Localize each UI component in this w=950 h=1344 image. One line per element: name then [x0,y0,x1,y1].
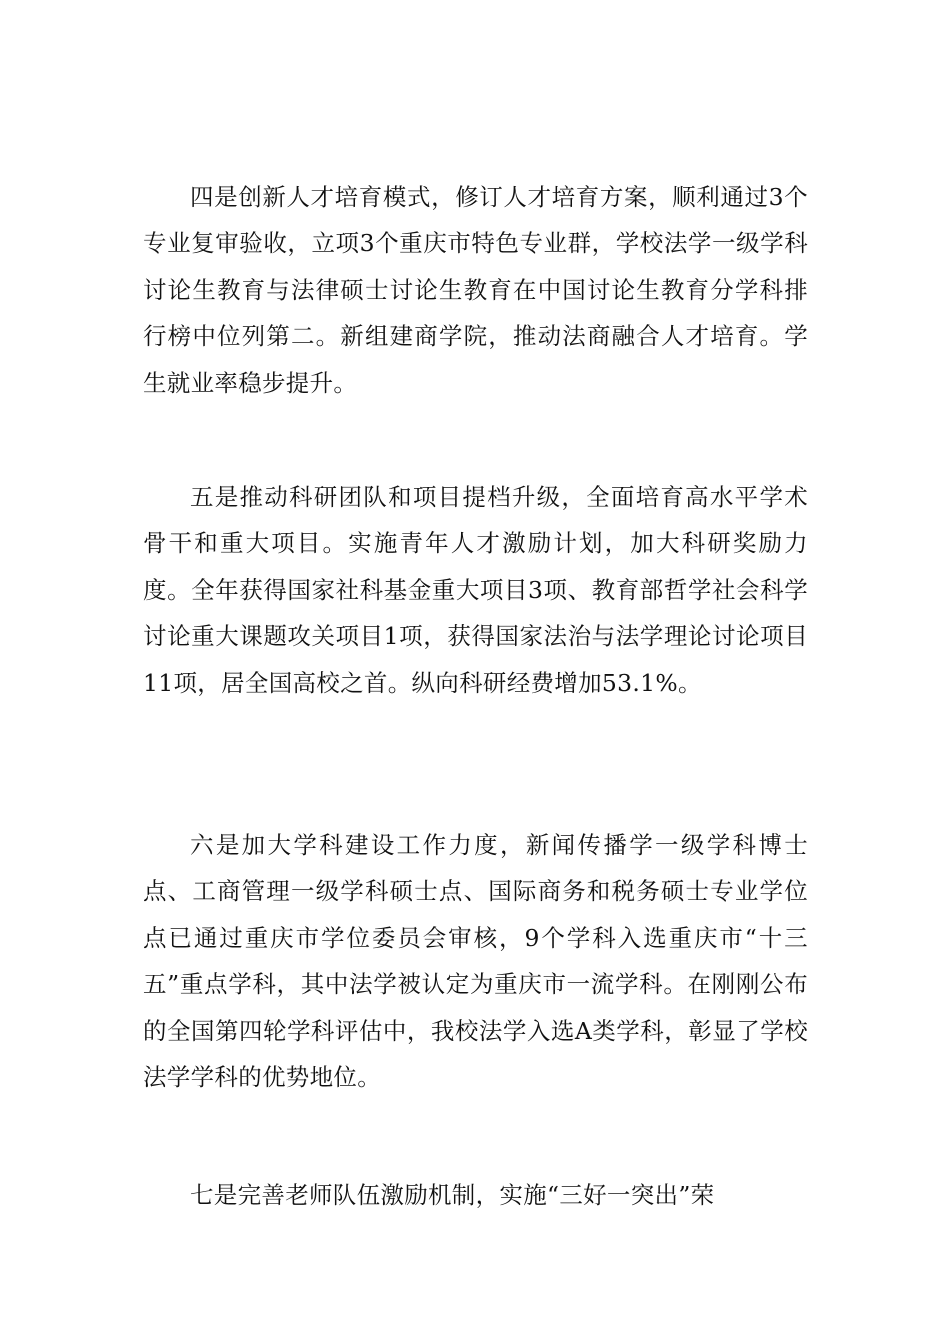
paragraph-discipline-construction: 六是加大学科建设工作力度，新闻传播学一级学科博士点、工商管理一级学科硕士点、国际商务和税务硕士专业学位点已通过重庆市学位委员会审核，9个学科入选重庆市“十三五”重点学科，其中法学被认定为重庆市一流学科。在刚刚公布的全国第四轮学科评估中，我校法学入选A类学科，彰显了学校法学学科的优势地位。 [143,831,808,1092]
paragraph-talent-training: 四是创新人才培育模式，修订人才培育方案，顺利通过3个专业复审验收，立项3个重庆市特色专业群，学校法学一级学科讨论生教育与法律硕士讨论生教育在中国讨论生教育分学科排行榜中位列第二。新组建商学院，推动法商融合人才培育。学生就业率稳步提升。 [143,183,808,397]
paragraph-research-teams: 五是推动科研团队和项目提档升级，全面培育高水平学术骨干和重大项目。实施青年人才激励计划，加大科研奖励力度。全年获得国家社科基金重大项目3项、教育部哲学社会科学讨论重大课题攻关项目1项，获得国家法治与法学理论讨论项目11项，居全国高校之首。纵向科研经费增加53.1%。 [143,483,808,697]
paragraph-teacher-incentives: 七是完善老师队伍激励机制，实施“三好一突出”荣 [190,1181,715,1209]
